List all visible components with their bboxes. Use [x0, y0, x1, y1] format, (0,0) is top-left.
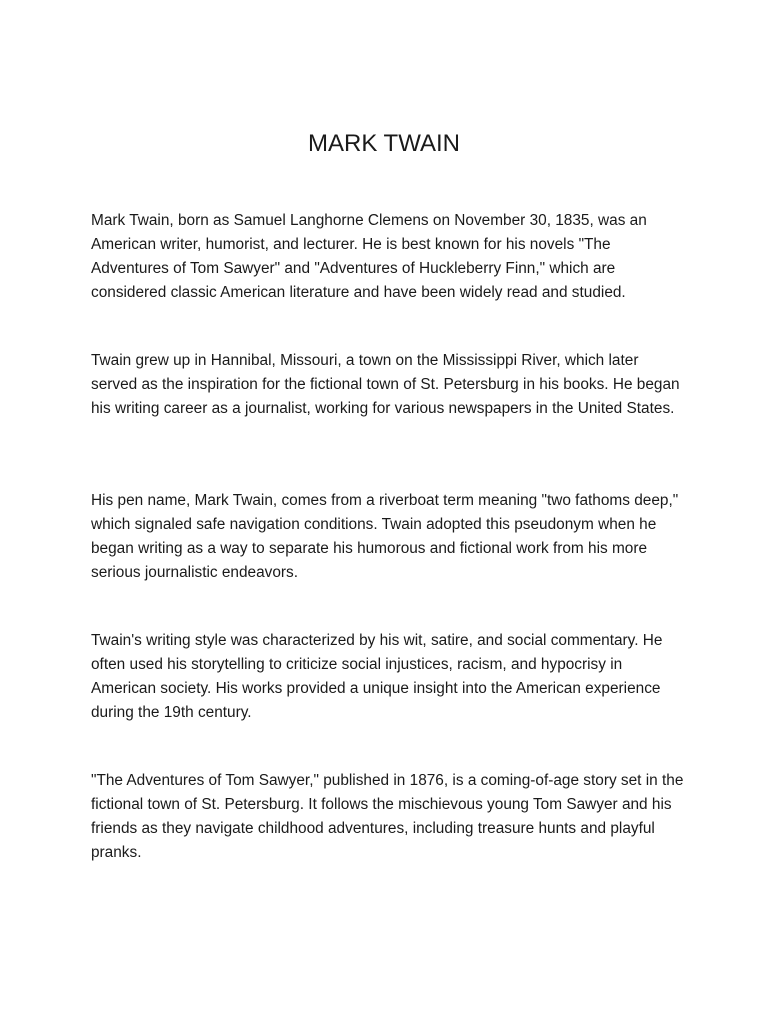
paragraph-early-life: Mark Twain, born as Samuel Langhorne Clemens on November 30, 1835, was an American writer, humorist, and lecturer. He is best known for his novels "The Adventures of Tom Sawyer" and "Adventures of Huckleberry Finn," which are considered classic American literature and have been widely read and studied. — [91, 212, 647, 301]
document-title: MARK TWAIN — [307, 130, 460, 157]
paragraph-tom-sawyer: "The Adventures of Tom Sawyer," published in 1876, is a coming-of-age story set in the fictional town of St. Petersburg. It follows the mischievous young Tom Sawyer and his friends as they navigate childhood adventures, including treasure hunts and playful pranks. — [91, 772, 684, 861]
paragraph-pen-name: His pen name, Mark Twain, comes from a riverboat term meaning "two fathoms deep," which signaled safe navigation conditions. Twain adopted this pseudonym when he began writing as a way to separate his humorous and fictional work from his more serious journalistic endeavors. — [91, 492, 679, 581]
paragraph-hannibal: Twain grew up in Hannibal, Missouri, a town on the Mississippi River, which later served as the inspiration for the fictional town of St. Petersburg in his books. He began his writing career as a journalist, working for various newspapers in the United States. — [91, 352, 680, 417]
paragraph-writing-style: Twain's writing style was characterized by his wit, satire, and social commentary. He often used his storytelling to criticize social injustices, racism, and hypocrisy in American society. His works provided a unique insight into the American experience during the 19th century. — [91, 632, 663, 721]
